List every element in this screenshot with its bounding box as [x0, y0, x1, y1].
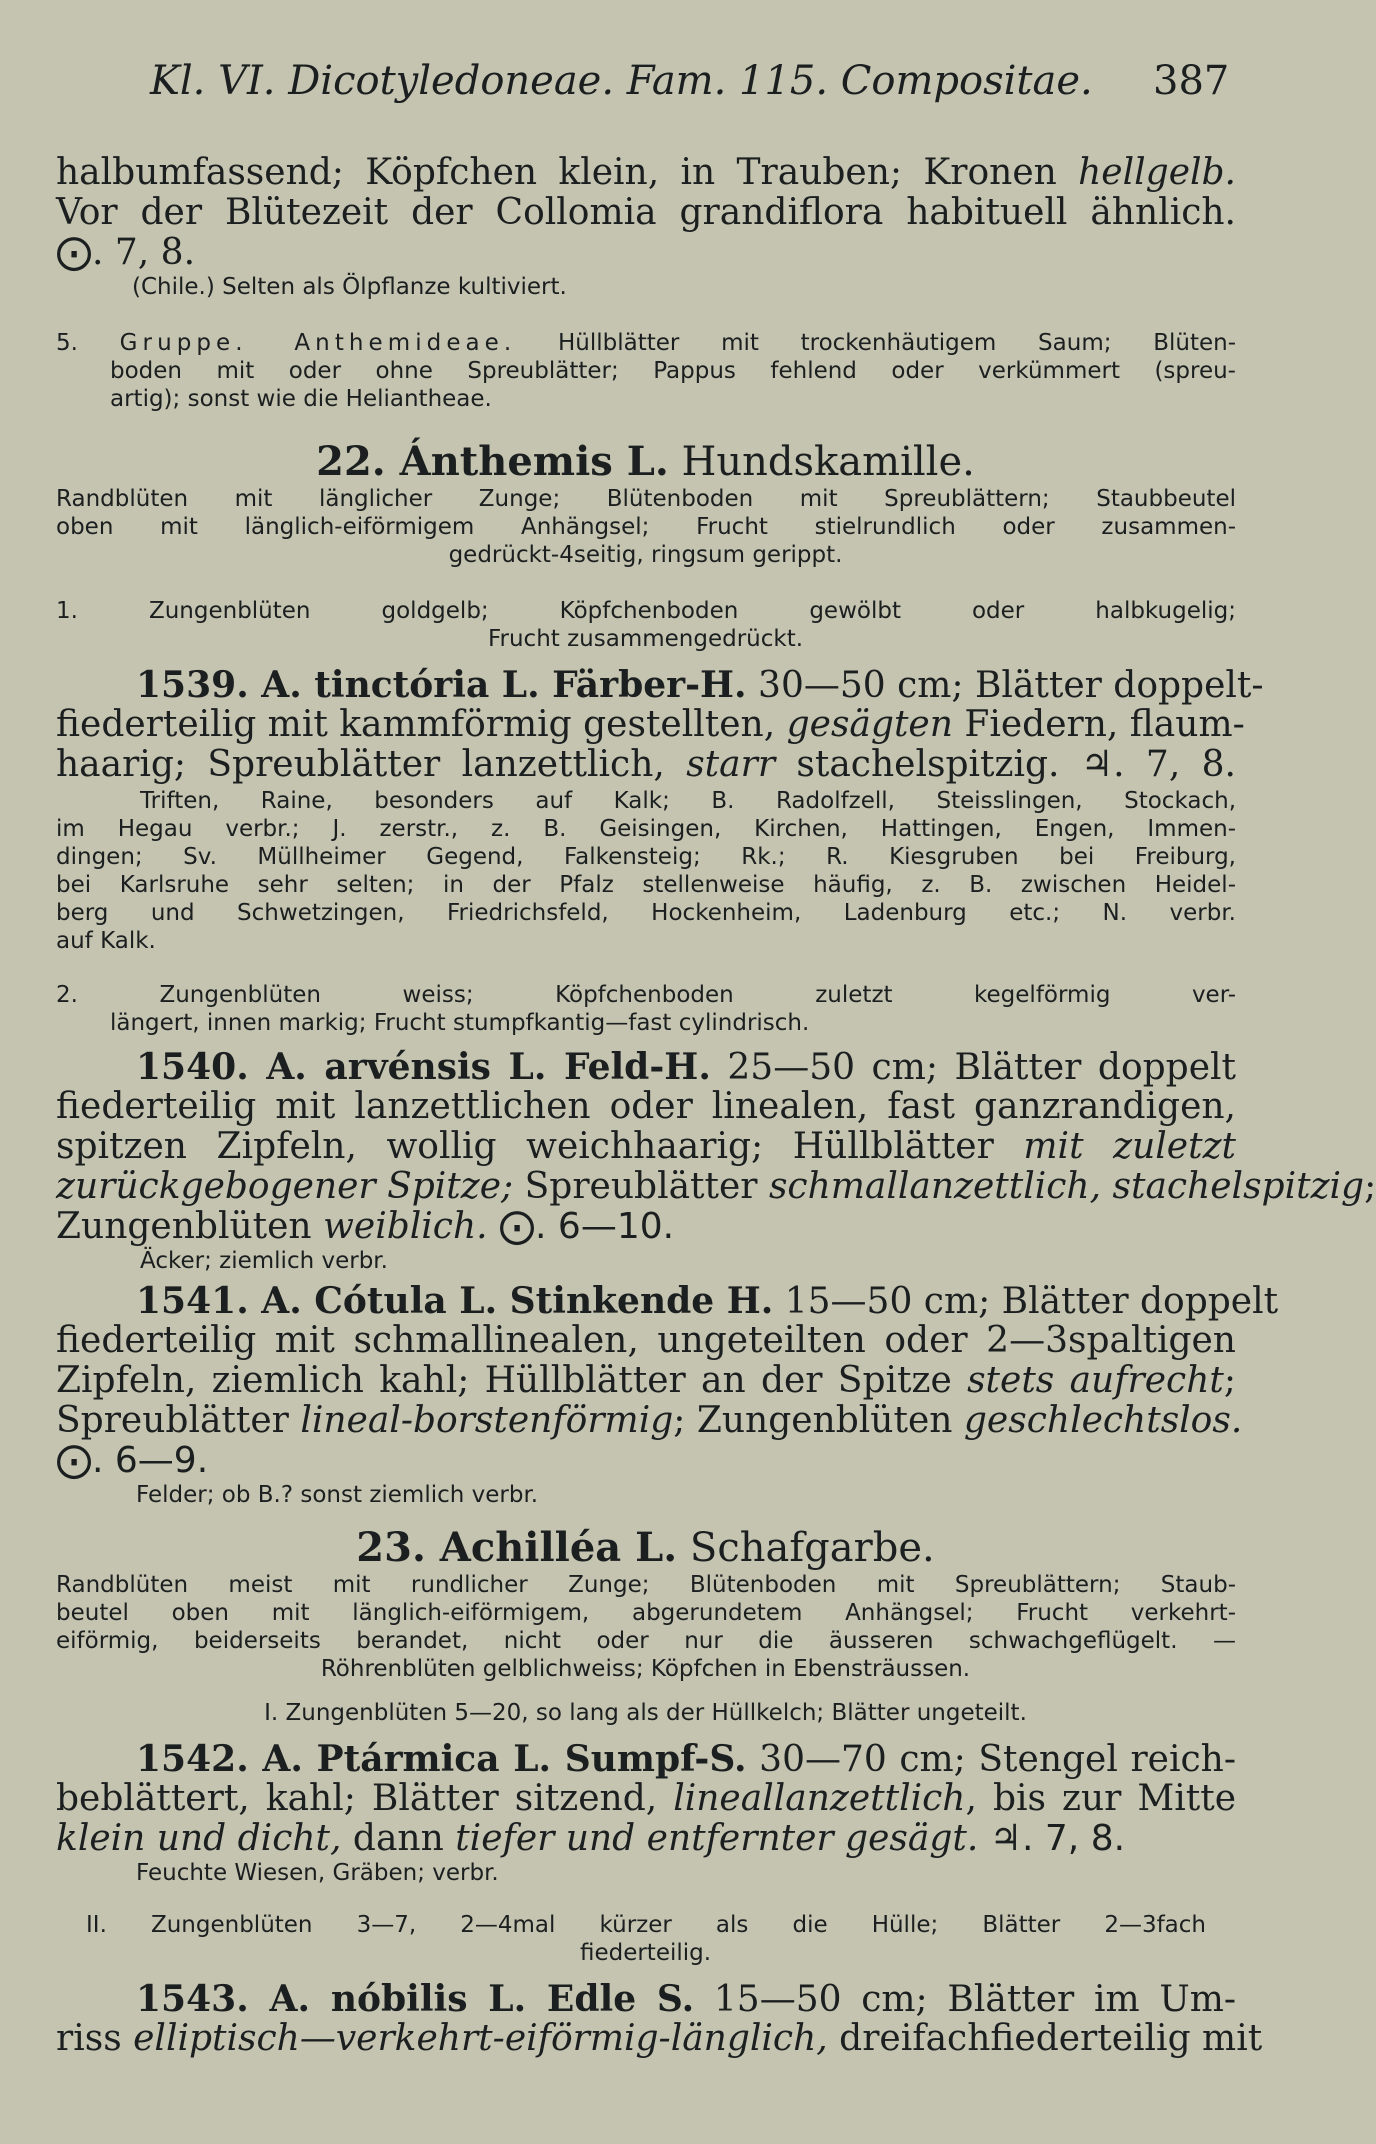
species-1540-line-3: spitzen Zipfeln, wollig weichhaarig; Hüllblätter mit zuletzt	[56, 1126, 1237, 1167]
key1-line-2: Frucht zusammengedrückt.	[487, 626, 804, 652]
intro-habitat: (Chile.) Selten als Ölpflanze kultiviert.	[132, 274, 567, 300]
intro-line-2: Vor der Blütezeit der Collomia grandiflora habituell ähnlich.	[56, 192, 1236, 233]
species-1539-habitat-1: Triften, Raine, besonders auf Kalk; B. Radolfzell, Steisslingen, Stockach,	[140, 788, 1236, 814]
genus23-desc-3: eiförmig, beiderseits berandet, nicht oder nur die äusseren schwachgeflügelt. —	[56, 1628, 1236, 1654]
species-1539-line-2: fiederteilig mit kammförmig gestellten, gesägten Fiedern, flaum-	[56, 704, 1245, 745]
species-1540-line-5: Zungenblüten weiblich. ⨀. 6—10.	[56, 1206, 675, 1247]
group5-line-1: 5. Gruppe. Anthemideae. Hüllblätter mit trockenhäutigem Saum; Blüten-	[56, 330, 1236, 356]
intro-line-1: halbumfassend; Köpfchen klein, in Trauben; Kronen hellgelb.	[56, 152, 1236, 193]
key2-line-1: 2. Zungenblüten weiss; Köpfchenboden zuletzt kegelförmig ver-	[56, 982, 1236, 1008]
species-1540-line-4: zurückgebogener Spitze; Spreublätter schmallanzettlich, stachelspitzig;	[56, 1166, 1376, 1207]
genus22-desc-3: gedrückt-4seitig, ringsum gerippt.	[448, 542, 843, 568]
species-1541-line-2: fiederteilig mit schmallinealen, ungeteilten oder 2—3spaltigen	[56, 1320, 1236, 1361]
group5-line-2: boden mit oder ohne Spreublätter; Pappus fehlend oder verkümmert (spreu-	[110, 358, 1236, 384]
key1-line-1: 1. Zungenblüten goldgelb; Köpfchenboden gewölbt oder halbkugelig;	[56, 598, 1236, 624]
genus22-heading: 22. Ánthemis L. Hundskamille.	[316, 438, 975, 485]
genus23-desc-4: Röhrenblüten gelblichweiss; Köpfchen in Ebensträussen.	[320, 1656, 971, 1682]
species-1542-habitat: Feuchte Wiesen, Gräben; verbr.	[136, 1860, 499, 1886]
species-1540-line-2: fiederteilig mit lanzettlichen oder linealen, fast ganzrandigen,	[56, 1086, 1236, 1127]
species-1539-line-1: 1539. A. tinctória L. Färber-H. 30—50 cm; Blätter doppelt-	[136, 664, 1264, 706]
annual-symbol-icon: ⨀	[56, 232, 92, 273]
species-1541-line-4: Spreublätter lineal-borstenförmig; Zungenblüten geschlechtslos.	[56, 1400, 1243, 1441]
species-1541-line-1: 1541. A. Cótula L. Stinkende H. 15—50 cm; Blätter doppelt	[136, 1280, 1279, 1322]
genus23-heading: 23. Achilléa L. Schafgarbe.	[356, 1524, 935, 1571]
species-1539-habitat-2: im Hegau verbr.; J. zerstr., z. B. Geisingen, Kirchen, Hattingen, Engen, Immen-	[56, 816, 1236, 842]
species-1539-habitat-6: auf Kalk.	[56, 928, 156, 954]
species-1541-line-5: ⨀. 6—9.	[56, 1440, 209, 1481]
species-1539-habitat-4: bei Karlsruhe sehr selten; in der Pfalz stellenweise häufig, z. B. zwischen Heidel-	[56, 872, 1236, 898]
species-1541-habitat: Felder; ob B.? sonst ziemlich verbr.	[136, 1482, 539, 1508]
genus22-desc-2: oben mit länglich-eiförmigem Anhängsel; Frucht stielrundlich oder zusammen-	[56, 514, 1236, 540]
species-1540-line-1: 1540. A. arvénsis L. Feld-H. 25—50 cm; Blätter doppelt	[136, 1046, 1236, 1088]
keyII-line-1: II. Zungenblüten 3—7, 2—4mal kürzer als die Hülle; Blätter 2—3fach	[86, 1912, 1206, 1938]
species-1542-line-1: 1542. A. Ptármica L. Sumpf-S. 30—70 cm; Stengel reich-	[136, 1738, 1236, 1780]
key2-line-2: längert, innen markig; Frucht stumpfkantig—fast cylindrisch.	[110, 1010, 810, 1036]
group5-line-3: artig); sonst wie die Heliantheae.	[110, 386, 492, 412]
species-1539-habitat-5: berg und Schwetzingen, Friedrichsfeld, Hockenheim, Ladenburg etc.; N. verbr.	[56, 900, 1236, 926]
species-1543-line-1: 1543. A. nóbilis L. Edle S. 15—50 cm; Blätter im Um-	[136, 1978, 1237, 2020]
genus23-desc-2: beutel oben mit länglich-eiförmigem, abgerundetem Anhängsel; Frucht verkehrt-	[56, 1600, 1236, 1626]
species-1539-habitat-3: dingen; Sv. Müllheimer Gegend, Falkensteig; Rk.; R. Kiesgruben bei Freiburg,	[56, 844, 1236, 870]
species-1543-line-2: riss elliptisch—verkehrt-eiförmig-länglich, dreifachfiederteilig mit	[56, 2018, 1263, 2059]
species-1540-habitat: Äcker; ziemlich verbr.	[140, 1248, 388, 1274]
running-header: Kl. VI. Dicotyledoneae. Fam. 115. Compositae.	[150, 58, 1093, 104]
keyI-line-1: I. Zungenblüten 5—20, so lang als der Hüllkelch; Blätter ungeteilt.	[264, 1700, 1027, 1726]
genus22-desc-1: Randblüten mit länglicher Zunge; Blütenboden mit Spreublättern; Staubbeutel	[56, 486, 1236, 512]
species-1539-line-3: haarig; Spreublätter lanzettlich, starr stachelspitzig. ♃. 7, 8.	[56, 744, 1236, 785]
species-1541-line-3: Zipfeln, ziemlich kahl; Hüllblätter an der Spitze stets aufrecht;	[56, 1360, 1237, 1401]
perennial-symbol-icon: ♃	[1080, 744, 1114, 785]
page-number: 387	[1153, 58, 1230, 104]
keyII-line-2: fiederteilig.	[579, 1940, 712, 1966]
species-1542-line-2: beblättert, kahl; Blätter sitzend, lineallanzettlich, bis zur Mitte	[56, 1778, 1236, 1819]
genus23-desc-1: Randblüten meist mit rundlicher Zunge; Blütenboden mit Spreublättern; Staub-	[56, 1572, 1236, 1598]
intro-line-3: ⨀. 7, 8.	[56, 232, 196, 273]
species-1542-line-3: klein und dicht, dann tiefer und entfernter gesägt. ♃. 7, 8.	[56, 1818, 1126, 1859]
